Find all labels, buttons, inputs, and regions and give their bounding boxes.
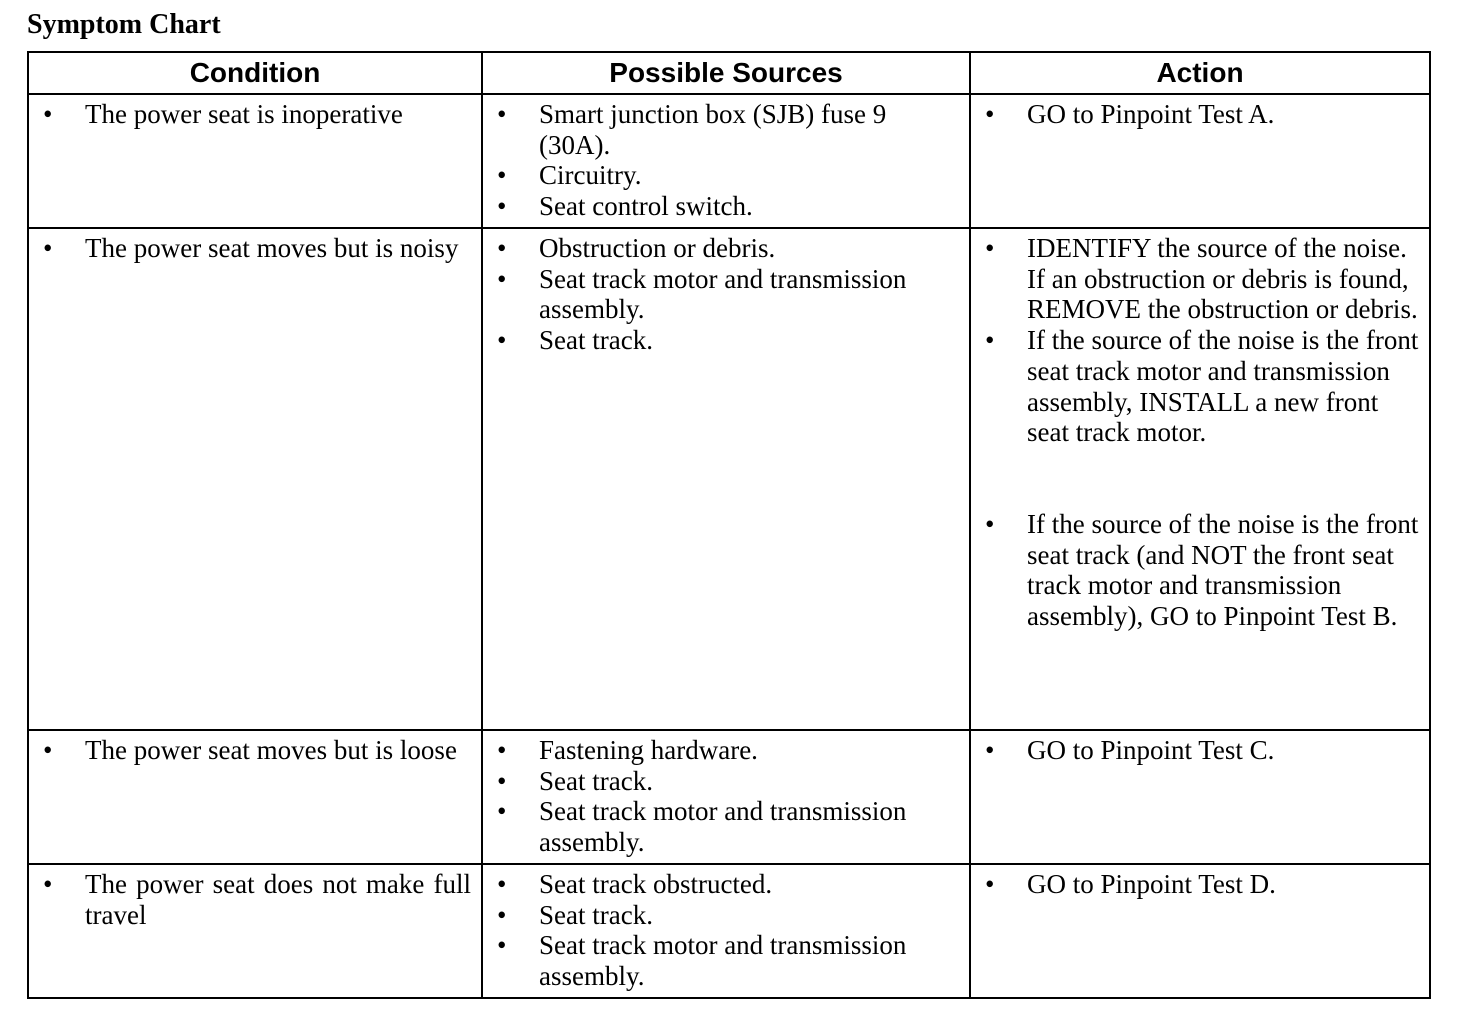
list-item — [971, 869, 1419, 900]
condition-cell — [28, 94, 482, 228]
source-text: Seat track. — [539, 325, 653, 356]
source-text: Seat track motor and transmission assembly. — [539, 263, 907, 325]
sources-cell — [482, 730, 970, 864]
bullet-icon: • — [43, 869, 53, 899]
list-item — [483, 869, 959, 900]
condition-text: The power seat does not make full travel — [85, 869, 471, 930]
source-text: Obstruction or debris. — [539, 233, 776, 263]
bullet-icon: • — [497, 191, 507, 222]
condition-text: The power seat is inoperative — [85, 99, 403, 129]
list-item — [971, 99, 1419, 130]
action-cell — [970, 864, 1430, 998]
action-text: GO to Pinpoint Test C. — [1027, 735, 1275, 765]
bullet-icon: • — [985, 869, 995, 899]
list-item — [483, 191, 959, 222]
header-condition: Condition — [28, 52, 482, 94]
source-text: Seat track. — [539, 765, 653, 796]
list-item — [483, 325, 959, 356]
header-row — [28, 52, 1430, 94]
condition-cell — [28, 864, 482, 998]
action-text: IDENTIFY the source of the noise. If an obstruction or debris is found, REMOVE the obstruction or debris. — [1027, 233, 1418, 325]
bullet-icon: • — [43, 99, 53, 129]
source-text: Seat control switch. — [539, 191, 753, 222]
bullet-icon: • — [497, 160, 507, 191]
bullet-icon: • — [985, 233, 995, 263]
bullet-icon: • — [497, 930, 507, 961]
bullet-icon: • — [497, 796, 507, 827]
action-text: GO to Pinpoint Test D. — [1027, 869, 1276, 899]
sources-cell — [482, 228, 970, 730]
header-action: Action — [970, 52, 1430, 94]
action-cell — [970, 730, 1430, 864]
condition-text: The power seat moves but is loose — [85, 735, 457, 765]
list-item — [483, 233, 959, 264]
bullet-icon: • — [985, 508, 995, 539]
condition-cell — [28, 730, 482, 864]
action-cell — [970, 228, 1430, 730]
bullet-icon: • — [497, 899, 507, 930]
source-text: Smart junction box (SJB) fuse 9 (30A). — [539, 99, 887, 160]
action-text: If the source of the noise is the front seat track (and NOT the front seat track motor and transmission assembly), GO to Pinpoint Test B. — [1027, 508, 1419, 632]
condition-cell — [28, 228, 482, 730]
list-item — [971, 509, 1419, 632]
list-item — [483, 930, 959, 991]
bullet-icon: • — [497, 735, 507, 765]
list-item — [483, 766, 959, 797]
bullet-icon: • — [497, 325, 507, 356]
table-row — [28, 730, 1430, 864]
symptom-chart-table — [27, 51, 1431, 999]
condition-text: The power seat moves but is noisy — [85, 233, 459, 263]
list-item — [483, 99, 959, 160]
list-item — [971, 325, 1419, 448]
list-item — [483, 735, 959, 766]
list-item — [29, 99, 471, 130]
header-possible-sources: Possible Sources — [482, 52, 970, 94]
bullet-icon: • — [497, 869, 507, 899]
sources-cell — [482, 864, 970, 998]
table-row — [28, 228, 1430, 730]
bullet-icon: • — [497, 99, 507, 129]
table-row — [28, 864, 1430, 998]
action-text: GO to Pinpoint Test A. — [1027, 99, 1275, 129]
source-text: Seat track motor and transmission assembly. — [539, 796, 907, 858]
list-item — [29, 735, 471, 766]
action-cell — [970, 94, 1430, 228]
list-item — [483, 160, 959, 191]
source-text: Seat track. — [539, 899, 653, 930]
list-item — [971, 233, 1419, 325]
list-item — [483, 264, 959, 325]
list-item — [483, 796, 959, 857]
bullet-icon: • — [43, 735, 53, 765]
source-text: Seat track motor and transmission assembly. — [539, 930, 907, 992]
list-item — [29, 233, 471, 264]
list-item — [29, 869, 471, 930]
bullet-icon: • — [497, 765, 507, 796]
bullet-icon: • — [985, 735, 995, 765]
bullet-icon: • — [497, 263, 507, 294]
table-row — [28, 94, 1430, 228]
page-title: Symptom Chart — [27, 9, 221, 40]
bullet-icon: • — [497, 233, 507, 263]
list-item — [483, 900, 959, 931]
bullet-icon: • — [985, 99, 995, 129]
list-item — [971, 735, 1419, 766]
source-text: Fastening hardware. — [539, 735, 758, 765]
bullet-icon: • — [985, 325, 995, 356]
source-text: Circuitry. — [539, 160, 642, 191]
sources-cell — [482, 94, 970, 228]
source-text: Seat track obstructed. — [539, 869, 773, 899]
bullet-icon: • — [43, 233, 53, 263]
action-text: If the source of the noise is the front seat track motor and transmission assembly, INSTALL a new front seat track motor. — [1027, 325, 1419, 448]
